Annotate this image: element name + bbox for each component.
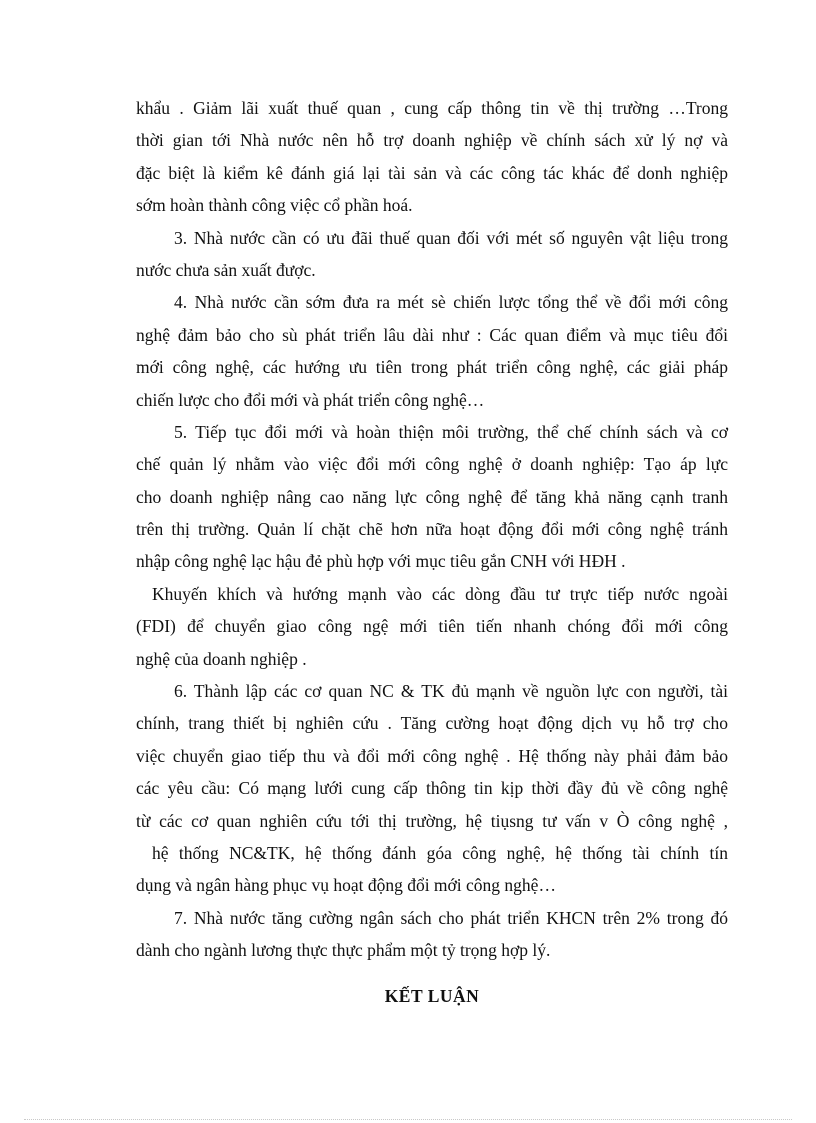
list-item-4: 4. Nhà nước cần sớm đưa ra mét sè chiến lược tổng thể về đổi mới công — [174, 292, 728, 313]
list-item-7: 7. Nhà nước tăng cường ngân sách cho phát triển KHCN trên 2% trong đó — [174, 907, 728, 928]
page-bottom-divider — [24, 1119, 792, 1120]
list-item-5: 5. Tiếp tục đổi mới và hoàn thiện môi trường, thể chế chính sách và cơ — [174, 421, 728, 442]
text-line: dụng và ngân hàng phục vụ hoạt động đổi mới công nghệ… — [136, 875, 556, 896]
text-line: cho doanh nghiệp nâng cao năng lực công nghệ để tăng khả năng cạnh tranh — [136, 486, 728, 507]
list-item-6: 6. Thành lập các cơ quan NC & TK đủ mạnh về nguồn lực con người, tài — [174, 681, 728, 702]
list-item-3: 3. Nhà nước cần có ưu đãi thuế quan đối với mét số nguyên vật liệu trong — [174, 227, 728, 248]
text-line: chế quản lý nhằm vào việc đổi mới công nghệ ở doanh nghiệp: Tạo áp lực — [136, 454, 728, 475]
text-line: chính, trang thiết bị nghiên cứu . Tăng cường hoạt động dịch vụ hỗ trợ cho — [136, 713, 728, 734]
text-line: đặc biệt là kiểm kê đánh giá lại tài sản và các công tác khác để donh nghiệp — [136, 162, 728, 183]
text-line: sớm hoàn thành công việc cổ phần hoá. — [136, 195, 413, 216]
text-line: từ các cơ quan nghiên cứu tới thị trường, hệ tiụsng tư vấn v Ò công nghệ , — [136, 810, 728, 831]
text-line: Khuyến khích và hướng mạnh vào các dòng đầu tư trực tiếp nước ngoài — [152, 583, 728, 604]
text-line: nhập công nghệ lạc hậu đẻ phù hợp với mục tiêu gắn CNH với HĐH . — [136, 551, 626, 572]
text-line: hệ thống NC&TK, hệ thống đánh góa công nghệ, hệ thống tài chính tín — [152, 842, 728, 863]
text-line: chiến lược cho đổi mới và phát triển công nghệ… — [136, 389, 485, 410]
text-line: (FDI) để chuyển giao công ngệ mới tiên tiến nhanh chóng đổi mới công — [136, 616, 728, 637]
text-line: trên thị trường. Quản lí chặt chẽ hơn nữa hoạt động đổi mới công nghệ tránh — [136, 519, 728, 540]
text-line: nước chưa sản xuất được. — [136, 259, 316, 280]
text-line: nghệ của doanh nghiệp . — [136, 648, 307, 669]
text-line: mới công nghệ, các hướng ưu tiên trong phát triển công nghệ, các giải pháp — [136, 357, 728, 378]
text-line: khẩu . Giảm lãi xuất thuế quan , cung cấp thông tin về thị trường …Trong — [136, 98, 728, 118]
text-line: dành cho ngành lương thực thực phẩm một tỷ trọng hợp lý. — [136, 940, 551, 961]
text-line: nghệ đảm bảo cho sù phát triển lâu dài như : Các quan điểm và mục tiêu đổi — [136, 324, 728, 345]
text-line: thời gian tới Nhà nước nên hỗ trợ doanh nghiệp về chính sách xử lý nợ và — [136, 130, 728, 151]
text-line: việc chuyển giao tiếp thu và đổi mới công nghệ . Hệ thống này phải đảm bảo — [136, 745, 728, 766]
body-text — [136, 92, 728, 967]
section-heading: KẾT LUẬN — [384, 986, 480, 1006]
text-line: các yêu cầu: Có mạng lưới cung cấp thông tin kịp thời đầy đủ về công nghệ — [136, 778, 728, 799]
